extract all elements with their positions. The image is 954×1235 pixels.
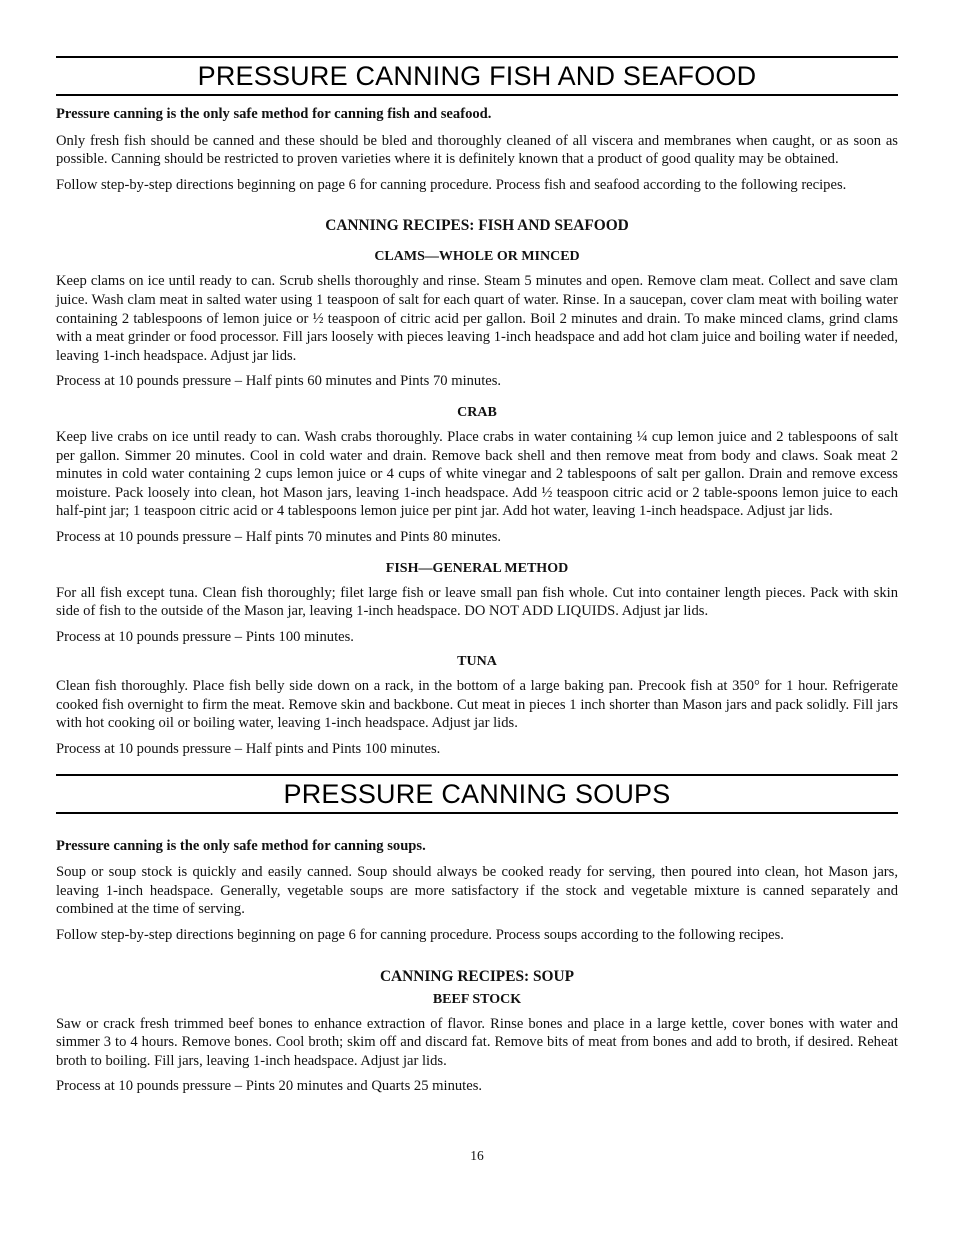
section-lead-soups: Pressure canning is the only safe method for canning soups. bbox=[56, 837, 426, 854]
intro-paragraph: Follow step-by-step directions beginning on page 6 for canning procedure. Process fish and seafood according to the following recipes. bbox=[56, 176, 847, 193]
recipe-process-beef-stock: Process at 10 pounds pressure – Pints 20 minutes and Quarts 25 minutes. bbox=[56, 1078, 483, 1095]
recipe-body-fish-general: For all fish except tuna. Clean fish thoroughly; filet large fish or leave small pan fish whole. Cut into container length pieces. Pack with skin side of fish to the outside of the Mason jar, leaving 1-inch headspace. DO NOT ADD LIQUIDS. Adjust jar lids. bbox=[56, 584, 898, 620]
section-lead-fish: Pressure canning is the only safe method for canning fish and seafood. bbox=[56, 106, 492, 122]
section-title-fish: PRESSURE CANNING FISH AND SEAFOOD bbox=[56, 56, 898, 96]
intro-paragraph: Soup or soup stock is quickly and easily canned. Soup should always be cooked ready for serving, then poured into clean, hot Mason jars, leaving 1-inch headspace. Generally, vegetable soups are more satisfactory if the stock and vegetable mixture is canned separately and combined at the time of serving. bbox=[56, 864, 898, 918]
recipes-heading-fish: CANNING RECIPES: FISH AND SEAFOOD bbox=[325, 217, 629, 235]
recipe-process-crab: Process at 10 pounds pressure – Half pints 70 minutes and Pints 80 minutes. bbox=[56, 528, 502, 545]
page-number: 16 bbox=[470, 1148, 484, 1163]
recipe-title-clams: CLAMS—WHOLE OR MINCED bbox=[374, 249, 580, 265]
recipe-body-clams: Keep clams on ice until ready to can. Scrub shells thoroughly and rinse. Steam 5 minutes and open. Remove clam meat. Collect and save clam juice. Wash clam meat in salted water using 1 teaspoon of salt for each quart of water. Rinse. In a saucepan, cover clam meat with boiling water containing 2 tablespoons of lemon juice or ½ teaspoon of citric acid per gallon. Boil 2 minutes and drain. To make minced clams, grind clams with a meat grinder or food processor. Fill jars loosely with pieces leaving 1-inch headspace and add hot clam juice and boiling water if needed, leaving 1-inch headspace. Adjust jar lids. bbox=[56, 273, 898, 364]
recipes-heading-soup: CANNING RECIPES: SOUP bbox=[379, 967, 575, 985]
recipe-title-tuna: TUNA bbox=[457, 654, 497, 670]
page-content bbox=[56, 0, 898, 1096]
recipe-title-crab: CRAB bbox=[457, 404, 497, 420]
recipe-title-fish-general: FISH—GENERAL METHOD bbox=[385, 560, 569, 576]
intro-paragraph: Follow step-by-step directions beginning on page 6 for canning procedure. Process soups according to the following recipes. bbox=[56, 927, 784, 944]
recipe-process-clams: Process at 10 pounds pressure – Half pints 60 minutes and Pints 70 minutes. bbox=[56, 373, 502, 390]
section-title-soups: PRESSURE CANNING SOUPS bbox=[56, 774, 898, 814]
recipe-process-fish-general: Process at 10 pounds pressure – Pints 100 minutes. bbox=[56, 628, 354, 645]
intro-paragraph: Only fresh fish should be canned and these should be bled and thoroughly cleaned of all viscera and membranes when caught, or as soon as possible. Canning should be restricted to proven varieties where it is definitely known that a product of good quality may be obtained. bbox=[56, 132, 898, 168]
recipe-title-beef-stock: BEEF STOCK bbox=[432, 991, 522, 1007]
recipe-process-tuna: Process at 10 pounds pressure – Half pints and Pints 100 minutes. bbox=[56, 741, 441, 758]
recipe-body-beef-stock: Saw or crack fresh trimmed beef bones to enhance extraction of flavor. Rinse bones and place in a large kettle, cover bones with water and simmer 3 to 4 hours. Remove bones. Cool broth; skim off and discard fat. Remove bits of meat from bones and add to broth, if desired. Reheat broth to boiling. Fill jars, leaving 1-inch headspace. Adjust jar lids. bbox=[56, 1015, 898, 1069]
recipe-body-crab: Keep live crabs on ice until ready to can. Wash crabs thoroughly. Place crabs in water containing ¼ cup lemon juice and 2 tablespoons of salt per gallon. Simmer 20 minutes. Cool in cold water and drain. Remove back shell and then remove meat from body and claws. Soak meat 2 minutes in cold water containing 2 cups lemon juice or 4 cups of white vinegar and 2 tablespoons of salt per gallon. Drain and remove excess moisture. Pack loosely into clean, hot Mason jars, leaving 1-inch headspace. Add ½ teaspoon citric acid or 2 table-spoons lemon juice to each half-pint jar; 1 teaspoon citric acid or 4 tablespoons lemon juice per pint jar. Add hot water, leaving 1-inch headspace. Adjust jar lids. bbox=[56, 428, 898, 520]
recipe-body-tuna: Clean fish thoroughly. Place fish belly side down on a rack, in the bottom of a large baking pan. Precook fish at 350° for 1 hour. Refrigerate cooked fish overnight to firm the meat. Remove skin and backbone. Cut meat in pieces 1 inch shorter than Mason jars and pack solidly. Fill jars with hot cooking oil or boiling water, leaving 1-inch headspace. Adjust jar lids. bbox=[56, 678, 898, 732]
